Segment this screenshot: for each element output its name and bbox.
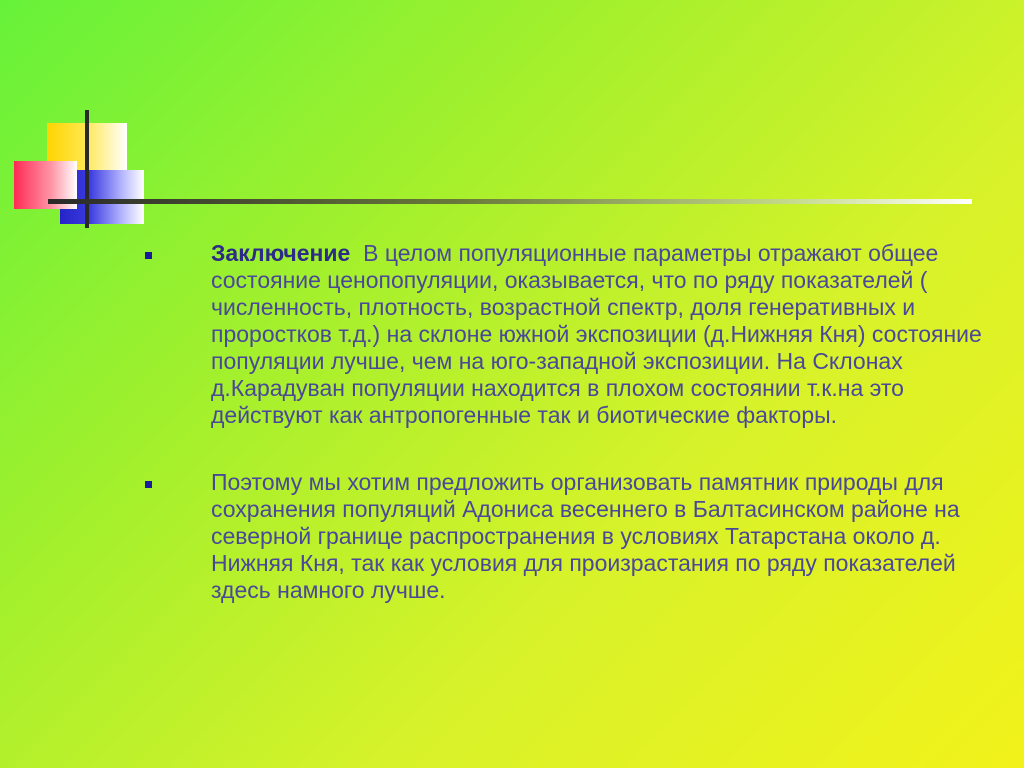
vertical-rule xyxy=(85,110,89,228)
bullet-item-proposal xyxy=(211,469,1001,604)
conclusion-heading: Заключение xyxy=(211,240,351,266)
bullet-icon xyxy=(145,252,152,259)
proposal-paragraph: Поэтому мы хотим предложить организовать памятник природы для сохранения популяций Адониса весеннего в Балтасинском районе на северной границе распространения в условиях Татарстана около д. Нижняя Кня, так как условия для произрастания по ряду показателей здесь намного лучше. xyxy=(211,469,960,603)
decorative-squares xyxy=(0,0,1024,240)
bullet-icon xyxy=(145,481,152,488)
conclusion-text: В целом популяционные параметры отражают общее состояние ценопопуляции, оказывается, что по ряду показателей ( численность, плотность, возрастной спектр, доля генеративных и проростков т.д.) на склоне южной экспозиции (д.Нижняя Кня) состояние популяции лучше, чем на юго-западной экспозиции. На Склонах д.Карадуван популяции находится в плохом состоянии т.к.на это действуют как антропогенные так и биотические факторы. xyxy=(211,240,982,428)
conclusion-paragraph xyxy=(211,240,1001,429)
bullet-item-conclusion xyxy=(211,240,1001,429)
slide-body xyxy=(0,240,1024,604)
horizontal-rule xyxy=(48,199,972,204)
